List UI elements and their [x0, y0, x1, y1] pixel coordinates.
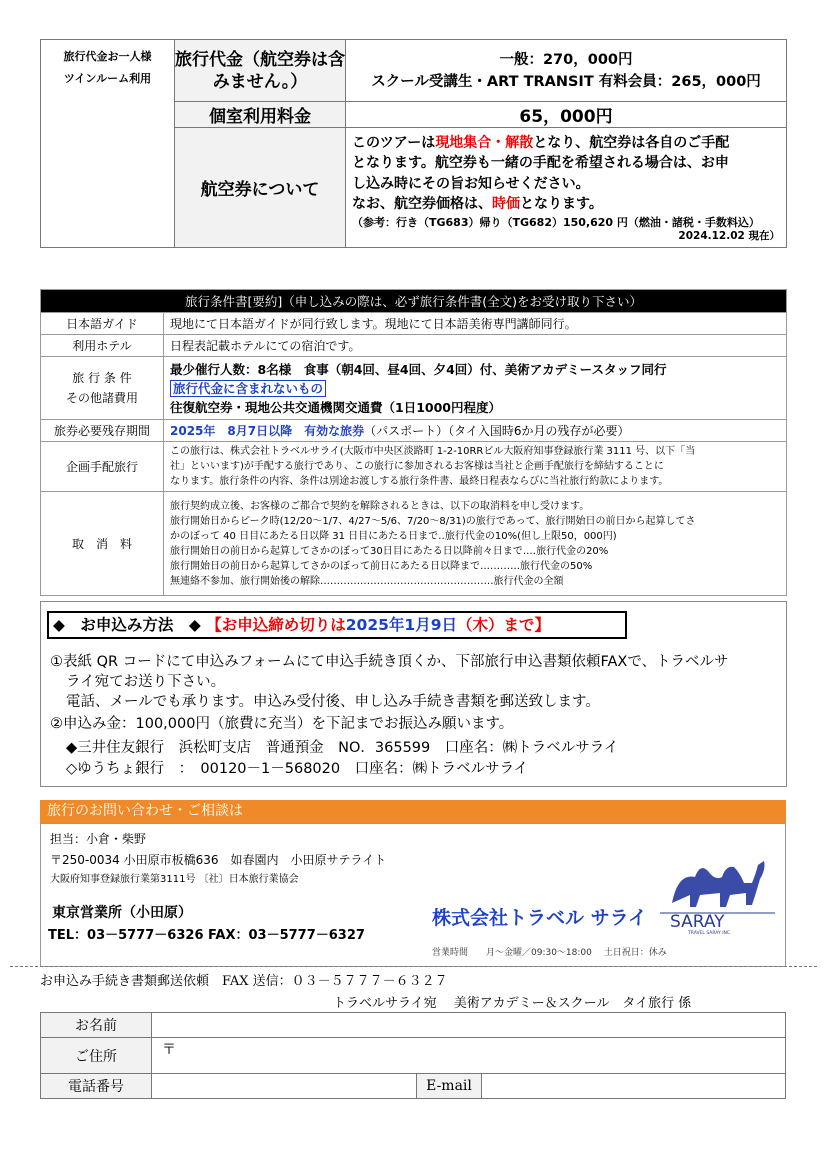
fax-line: お申込み手続き書類郵送依頼 FAX 送信：０３－５７７７－６３２７: [40, 974, 448, 989]
air-notes: このツアーは現地集合・解散となり、航空券は各自のご手配 となります。航空券も一緒の手配を希望される場合は、お申 し込み時にその旨お知らせください。 なお、航空券価格は、時価となります。 （参考：行き（TG683）帰り（TG682）150,620 円（燃油・諸税・手数料込） 2024.12.02 現在）: [346, 128, 787, 248]
bank-yucho: ◇ゆうちょ銀行 ： 00120－1－568020 口座名：㈱トラベルサライ: [66, 761, 529, 777]
plan-value: この旅行は、株式会社トラベルサライ(大阪市中央区淡路町 1-2-10RRビル大阪府知事登録旅行業 3111 号、以下「当 社」といいます)が手配する旅行であり、この旅行に参加されるお客様は当社と企画手配旅行を締結することに なります。旅行条件の内容、条件は別途お渡しする旅行条件書、最終日程表ならびに当社旅行約款によります。: [164, 442, 787, 492]
air-date: 2024.12.02 現在）: [678, 229, 780, 242]
guide-label: 日本語ガイド: [41, 313, 164, 335]
apply-contact-note: 電話、メールでも承ります。申込み受付後、申し込み手続き書類を郵送致します。: [66, 694, 600, 710]
phone-field[interactable]: [152, 1074, 417, 1099]
cancel-value: 旅行契約成立後、お客様のご都合で契約を解除されるときは、以下の取消料を申し受けます。 旅行開始日からピーク時(12/20～1/7、4/27～5/6、7/20～8/31)の旅行であって、旅行開始日の前日から起算してさ かのぼって 40 日目にあたる日以降 31 日目にあたる日まで‥旅行代金の10%(但し上限50，000円) 旅行開始日の前日から起算してさかのぼって30日目にあたる日以降前々日まで‥‥旅行代金の20% 旅行開始日の前日から起算してさかのぼって前日にあたる日以降まで‥‥‥‥‥‥旅行代金の50% 無連絡不参加、旅行開始後の解除‥‥‥‥‥‥‥‥‥‥‥‥‥‥‥‥‥‥‥‥‥‥‥‥‥‥旅行代金の全額: [164, 492, 787, 596]
to-line: トラベルサライ宛 美術アカデミー＆スクール タイ旅行 係: [333, 996, 692, 1011]
terms-label: 旅 行 条 件 その他諸費用: [41, 357, 164, 420]
cancel-label: 取 消 料: [41, 492, 164, 596]
email-field[interactable]: [482, 1074, 786, 1099]
inquiry-phone: TEL：03－5777－6326 FAX：03－5777－6327: [48, 928, 365, 943]
inquiry-staff: 担当：小倉・柴野: [50, 832, 147, 846]
cut-line: [10, 966, 817, 967]
per-person-label: 旅行代金お一人様: [63, 50, 152, 63]
single-label: 個室利用料金: [175, 102, 346, 128]
name-label: お名前: [41, 1013, 152, 1038]
apply-deadline: 【お申込締め切りは2025年1月9日（木）まで】: [206, 616, 550, 634]
phone-label: 電話番号: [41, 1074, 152, 1099]
per-person-cell: [41, 40, 175, 248]
excluded-items-label: 旅行代金に含まれないもの: [170, 380, 326, 397]
air-reference: （参考：行き（TG683）帰り（TG682）150,620 円（燃油・諸税・手数料込）: [352, 215, 760, 229]
fee-values: [346, 40, 787, 102]
conditions-header: 旅行条件書[要約]（申し込みの際は、必ず旅行条件書(全文)をお受け取り下さい）: [41, 290, 787, 313]
fee-label: 旅行代金（航空券は含みません。）: [175, 40, 346, 102]
inquiry-address: 〒250-0034 小田原市板橋636 如春園内 小田原サテライト: [50, 853, 387, 867]
fee-member: スクール受講生・ART TRANSIT 有料会員：265，000円: [371, 73, 761, 90]
bank-smbc: ◆三井住友銀行 浜松町支店 普通預金 NO．365599 口座名：㈱トラベルサライ: [66, 740, 619, 756]
passport-value: 2025年 8月7日以降 有効な旅券（パスポート）（タイ入国時6か月の残存が必要）: [164, 420, 787, 442]
apply-step1: ①表紙 QR コードにて申込みフォームにて申込手続き頂くか、下部旅行申込書類依頼FAXで、トラベルサ: [50, 654, 729, 670]
inquiry-hours: 営業時間 月～金曜／09:30～18:00 土日祝日：休み: [432, 948, 667, 958]
guide-value: 現地にて日本語ガイドが同行致します。現地にて日本語美術専門講師同行。: [164, 313, 787, 335]
logo-sub: TRAVEL SARAY INC.: [688, 931, 732, 935]
request-form: [40, 1012, 786, 1099]
camel-logo-icon: [660, 843, 775, 935]
address-label: ご住所: [41, 1038, 152, 1074]
fee-general: 一般：270，000円: [499, 51, 633, 68]
hotel-value: 日程表記載ホテルにての宿泊です。: [164, 335, 787, 357]
inquiry-office: 東京営業所（小田原）: [52, 905, 192, 921]
price-table: [40, 39, 787, 248]
conditions-table: [40, 289, 787, 596]
room-type: ツインルーム利用: [63, 72, 152, 85]
apply-title: ◆ お申込み方法 ◆: [53, 616, 201, 634]
logo-text: SARAY: [670, 912, 725, 932]
hotel-label: 利用ホテル: [41, 335, 164, 357]
inquiry-header: 旅行のお問い合わせ・ご相談は: [40, 800, 786, 823]
address-field[interactable]: 〒: [152, 1038, 786, 1074]
email-label: E-mail: [417, 1074, 482, 1099]
plan-label: 企画手配旅行: [41, 442, 164, 492]
single-value: 65，000円: [346, 102, 787, 128]
name-field[interactable]: [152, 1013, 786, 1038]
inquiry-registration: 大阪府知事登録旅行業第3111号 〔社〕日本旅行業協会: [50, 874, 299, 885]
apply-header: [47, 611, 627, 639]
passport-label: 旅券必要残存期間: [41, 420, 164, 442]
air-label: 航空券について: [175, 128, 346, 248]
company-name: 株式会社トラベル サライ: [432, 907, 648, 929]
apply-step1-cont: ライ宛てお送り下さい。: [66, 674, 226, 690]
apply-step2: ②申込み金：100,000円（旅費に充当）を下記までお振込み願います。: [50, 716, 514, 732]
terms-value: 最少催行人数：8名様 食事（朝4回、昼4回、夕4回）付、美術アカデミースタッフ同行 旅行代金に含まれないもの 往復航空券・現地公共交通機関交通費（1日1000円程度）: [164, 357, 787, 420]
